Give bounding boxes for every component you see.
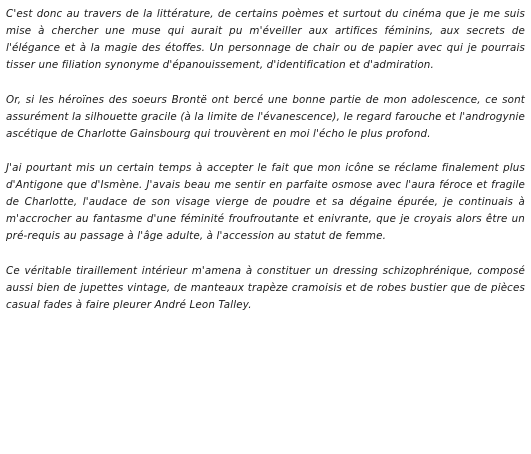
paragraph-icon: J'ai pourtant mis un certain temps à accepter le fait que mon icône se réclame finalement plus d'Antigone que d'Ismène. J'avais beau me sentir en parfaite osmose avec l'aura féroce et fragile de Charlotte, l'audace de son visage vierge de poudre et sa dégaine épurée, je continuais à m'accrocher au fantasme d'une féminité froufroutante et enivrante, que je croyais alors être un pré-requis au passage à l'âge adulte, à l'accession au statut de femme.	[6, 162, 525, 243]
document-body	[6, 6, 525, 314]
paragraph-heroines: Or, si les héroïnes des soeurs Brontë ont bercé une bonne partie de mon adolescence, ce sont assurément la silhouette gracile (à la limite de l'évanescence), le regard farouche et l'androgynie ascétique de Charlotte Gainsbourg qui trouvèrent en moi l'écho le plus profond.	[6, 93, 525, 140]
paragraph-muse: C'est donc au travers de la littérature, de certains poèmes et surtout du cinéma que je me suis mise à chercher une muse qui aurait pu m'éveiller aux artifices féminins, aux secrets de l'élégance et à la magie des étoffes. Un personnage de chair ou de papier avec qui je pourrais tisser une filiation synonyme d'épanouissement, d'identification et d'admiration.	[6, 8, 525, 72]
paragraph-dressing: Ce véritable tiraillement intérieur m'amena à constituer un dressing schizophrénique, composé aussi bien de jupettes vintage, de manteaux trapèze cramoisis et de robes bustier que de pièces casual fades à faire pleurer André Leon Talley.	[6, 264, 525, 311]
